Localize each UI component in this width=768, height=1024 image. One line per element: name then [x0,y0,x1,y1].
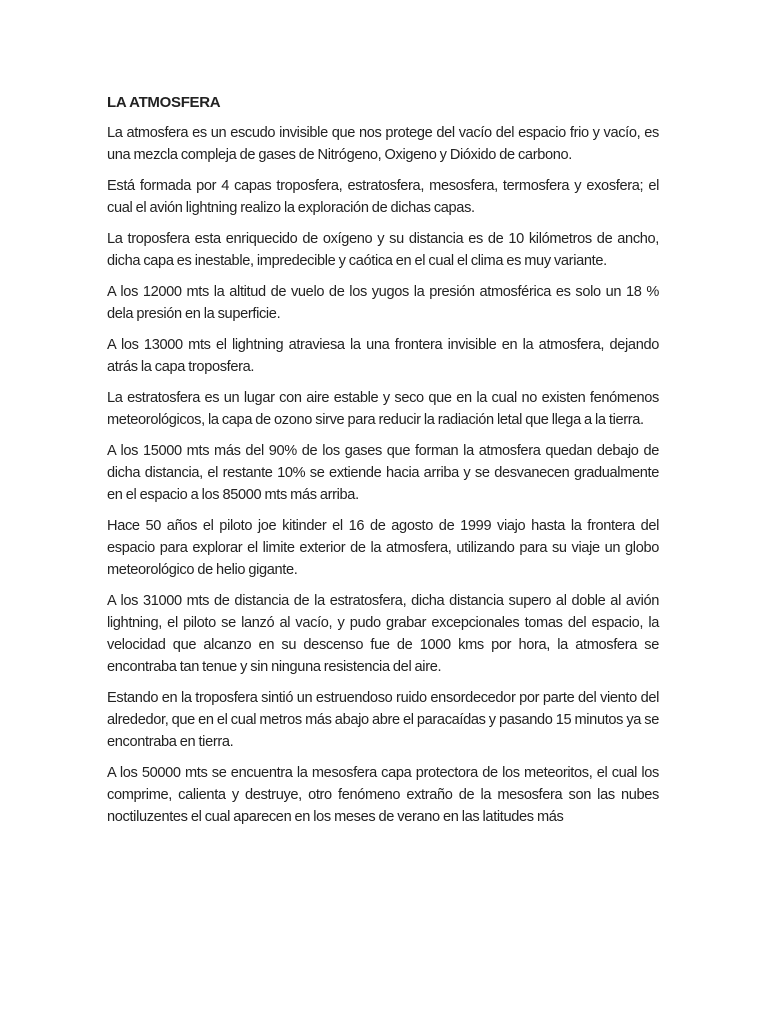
paragraph-7: A los 15000 mts más del 90% de los gases que forman la atmosfera quedan debajo de dicha distancia, el restante 10% se extiende hacia arriba y se desvanecen gradualmente en el espacio a los 85000 mts más arriba. [107,443,659,503]
paragraph-6: La estratosfera es un lugar con aire estable y seco que en la cual no existen fenómenos meteorológicos, la capa de ozono sirve para reducir la radiación letal que llega a la tierra. [107,390,659,428]
document-page [107,92,659,837]
paragraph-4: A los 12000 mts la altitud de vuelo de los yugos la presión atmosférica es solo un 18 % dela presión en la superficie. [107,284,659,322]
paragraph-8: Hace 50 años el piloto joe kitinder el 16 de agosto de 1999 viajo hasta la frontera del espacio para explorar el limite exterior de la atmosfera, utilizando para su viaje un globo meteorológico de helio gigante. [107,518,659,578]
paragraph-2: Está formada por 4 capas troposfera, estratosfera, mesosfera, termosfera y exosfera; el cual el avión lightning realizo la exploración de dichas capas. [107,178,659,216]
paragraph-3: La troposfera esta enriquecido de oxígeno y su distancia es de 10 kilómetros de ancho, dicha capa es inestable, impredecible y caótica en el cual el clima es muy variante. [107,231,659,269]
document-title: LA ATMOSFERA [107,94,221,111]
paragraph-1: La atmosfera es un escudo invisible que nos protege del vacío del espacio frio y vacío, es una mezcla compleja de gases de Nitrógeno, Oxigeno y Dióxido de carbono. [107,125,659,163]
paragraph-10: Estando en la troposfera sintió un estruendoso ruido ensordecedor por parte del viento del alrededor, que en el cual metros más abajo abre el paracaídas y pasando 15 minutos ya se encontraba en tierra. [107,690,659,750]
paragraph-11: A los 50000 mts se encuentra la mesosfera capa protectora de los meteoritos, el cual los comprime, calienta y destruye, otro fenómeno extraño de la mesosfera son las nubes noctiluzentes el cual aparecen en los meses de verano en las latitudes más [107,765,659,825]
paragraph-9: A los 31000 mts de distancia de la estratosfera, dicha distancia supero al doble al avión lightning, el piloto se lanzó al vacío, y pudo grabar excepcionales tomas del espacio, la velocidad que alcanzo en su descenso fue de 1000 kms por hora, la atmosfera se encontraba tan tenue y sin ninguna resistencia del aire. [107,593,659,675]
paragraph-5: A los 13000 mts el lightning atraviesa la una frontera invisible en la atmosfera, dejando atrás la capa troposfera. [107,337,659,375]
